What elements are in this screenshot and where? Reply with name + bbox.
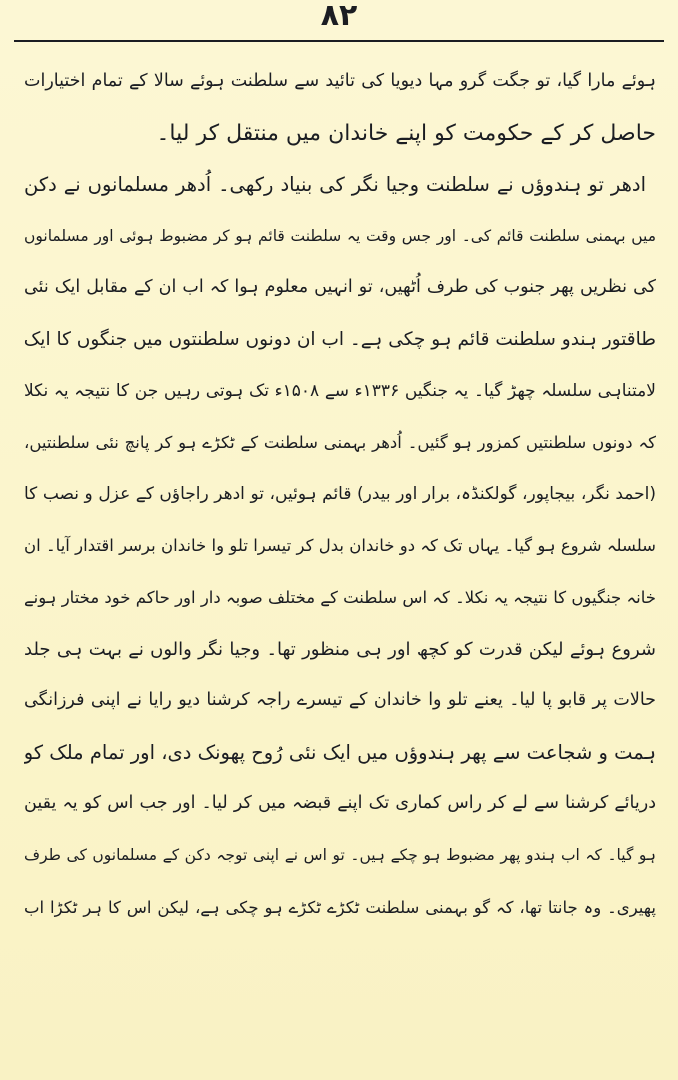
page-number: ۸۲	[320, 0, 358, 33]
text-line: سلسلہ شروع ہو گیا۔ یہاں تک کہ دو خاندان بدل کر تیسرا تلو وا خاندان برسر اقتدار آیا۔ ان	[24, 536, 656, 556]
text-line: حالات پر قابو پا لیا۔ یعنے تلو وا خاندان کے تیسرے راجہ کرشنا دیو رایا نے اپنی فرزانگی	[24, 690, 656, 711]
body-text	[24, 56, 656, 933]
text-line: کی نظریں پھر جنوب کی طرف اُٹھیں، تو انہیں معلوم ہوا کہ اب ان کے مقابل ایک نئی	[24, 277, 656, 298]
text-line: شروع ہوئے لیکن قدرت کو کچھ اور ہی منظور تھا۔ وجیا نگر والوں نے بہت ہی جلد	[24, 638, 656, 660]
text-line: ہو گیا۔ کہ اب ہندو پھر مضبوط ہو چکے ہیں۔ تو اس نے اپنی توجہ دکن کے مسلمانوں کی طرف	[24, 845, 656, 864]
text-line: خانہ جنگیوں کا نتیجہ یہ نکلا۔ کہ اس سلطنت کے مختلف صوبہ دار اور حاکم خود مختار ہونے	[24, 587, 656, 607]
text-line: میں بہمنی سلطنت قائم کی۔ اور جس وقت یہ سلطنت قائم ہو کر مضبوط ہوئی اور مسلمانوں	[24, 226, 656, 245]
text-line: حاصل کر کے حکومت کو اپنے خاندان میں منتقل کر لیا۔	[156, 120, 656, 146]
text-line: (احمد نگر، بیجاپور، گولکنڈہ، برار اور بیدر) قائم ہوئیں، تو ادھر راجاؤں کے عزل و نصب کا	[24, 483, 656, 504]
text-line: کہ دونوں سلطنتیں کمزور ہو گئیں۔ اُدھر بہمنی سلطنت کے ٹکڑے ہو کر پانچ نئی سلطنتیں،	[24, 433, 656, 453]
text-line: ہمت و شجاعت سے پھر ہندوؤں میں ایک نئی رُوح پھونک دی، اور تمام ملک کو	[24, 740, 656, 764]
text-line: پھیری۔ وہ جانتا تھا، کہ گو بہمنی سلطنت ٹکڑے ٹکڑے ہو چکی ہے، لیکن اس کا ہر ٹکڑا اب	[24, 897, 656, 917]
text-line: ہوئے مارا گیا، تو جگت گرو مہا دیویا کی تائید سے سلطنت ہوئے سالا کے تمام اختیارات	[24, 71, 656, 91]
text-line: دریائے کرشنا سے لے کر راس کماری تک اپنے قبضہ میں کر لیا۔ اور جب اس کو یہ یقین	[24, 793, 656, 814]
text-line: ادھر تو ہندوؤں نے سلطنت وجیا نگر کی بنیاد رکھی۔ اُدھر مسلمانوں نے دکن	[24, 173, 646, 197]
header-rule	[14, 40, 664, 42]
text-line: لامتناہی سلسلہ چھڑ گیا۔ یہ جنگیں ۱۳۳۶ء سے ۱۵۰۸ء تک ہوتی رہیں جن کا نتیجہ یہ نکلا	[24, 380, 656, 401]
text-line: طاقتور ہندو سلطنت قائم ہو چکی ہے۔ اب ان دونوں سلطنتوں میں جنگوں کا ایک	[24, 328, 656, 350]
